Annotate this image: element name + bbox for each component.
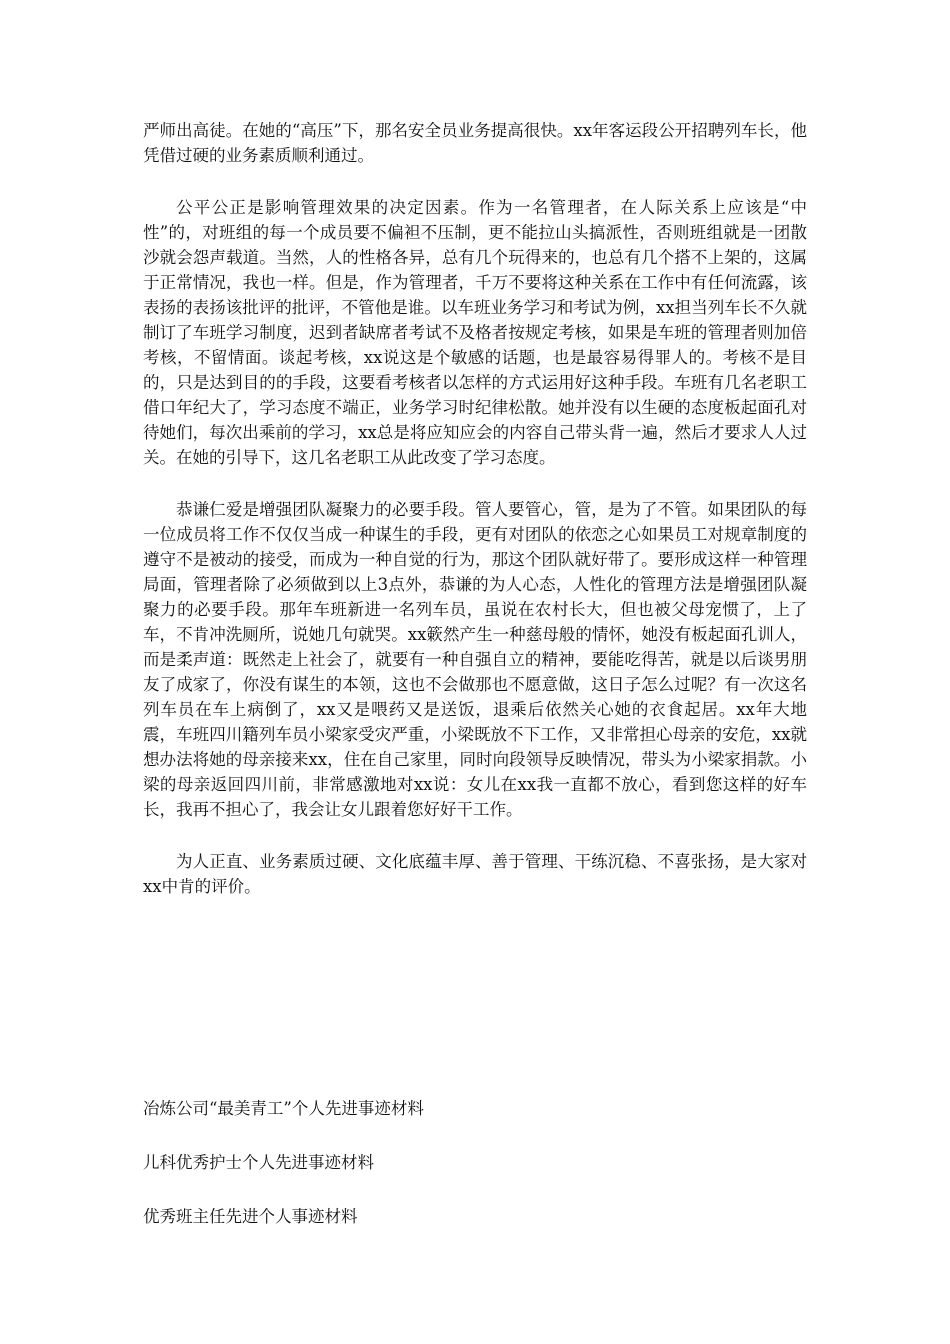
related-link-3[interactable]: 优秀班主任先进个人事迹材料 bbox=[143, 1207, 358, 1226]
paragraph-4: 为人正直、业务素质过硬、文化底蕴丰厚、善于管理、干练沉稳、不喜张扬，是大家对xx中肯的评价。 bbox=[143, 852, 807, 896]
paragraph-1: 严师出高徒。在她的“高压”下，那名安全员业务提高很快。xx年客运段公开招聘列车长，他凭借过硬的业务素质顺利通过。 bbox=[143, 121, 807, 165]
paragraph-3: 恭谦仁爱是增强团队凝聚力的必要手段。管人要管心，管，是为了不管。如果团队的每一位成员将工作不仅仅当成一种谋生的手段，更有对团队的依恋之心如果员工对规章制度的遵守不是被动的接受，而成为一种自觉的行为，那这个团队就好带了。要形成这样一种管理局面，管理者除了必须做到以上3点外，恭谦的为人心态，人性化的管理方法是增强团队凝聚力的必要手段。那年车班新进一名列车员，虽说在农村长大，但也被父母宠惯了，上了车，不肯冲洗厕所，说她几句就哭。xx簌然产生一种慈母般的情怀，她没有板起面孔训人，而是柔声道：既然走上社会了，就要有一种自强自立的精神，要能吃得苦，就是以后谈男朋友了成家了，你没有谋生的本领，这也不会做那也不愿意做，这日子怎么过呢？有一次这名列车员在车上病倒了，xx又是喂药又是送饭，退乘后依然关心她的衣食起居。xx年大地震，车班四川籍列车员小梁家受灾严重，小梁既放不下工作，又非常担心母亲的安危，xx就想办法将她的母亲接来xx，住在自己家里，同时向段领导反映情况，带头为小梁家捐款。小梁的母亲返回四川前，非常感激地对xx说：女儿在xx我一直都不放心，看到您这样的好车长，我再不担心了，我会让女儿跟着您好好干工作。 bbox=[143, 500, 807, 819]
related-link-2[interactable]: 儿科优秀护士个人先进事迹材料 bbox=[143, 1153, 374, 1172]
paragraph-2: 公平公正是影响管理效果的决定因素。作为一名管理者，在人际关系上应该是“中性”的，对班组的每一个成员要不偏袒不压制，更不能拉山头搞派性，否则班组就是一团散沙就会怨声载道。当然，人的性格各异，总有几个玩得来的，也总有几个搭不上架的，这属于正常情况，我也一样。但是，作为管理者，千万不要将这种关系在工作中有任何流露，该表扬的表扬该批评的批评，不管他是谁。以车班业务学习和考试为例，xx担当列车长不久就制订了车班学习制度，迟到者缺席者考试不及格者按规定考核，如果是车班的管理者则加倍考核，不留情面。谈起考核，xx说这是个敏感的话题，也是最容易得罪人的。考核不是目的，只是达到目的的手段，这要看考核者以怎样的方式运用好这种手段。车班有几名老职工借口年纪大了，学习态度不端正，业务学习时纪律松散。她并没有以生硬的态度板起面孔对待她们，每次出乘前的学习，xx总是将应知应会的内容自己带头背一遍，然后才要求人人过关。在她的引导下，这几名老职工从此改变了学习态度。 bbox=[143, 198, 807, 467]
related-link-1[interactable]: 冶炼公司“最美青工”个人先进事迹材料 bbox=[143, 1099, 424, 1118]
related-links bbox=[143, 1096, 807, 1258]
article-body bbox=[143, 118, 807, 926]
